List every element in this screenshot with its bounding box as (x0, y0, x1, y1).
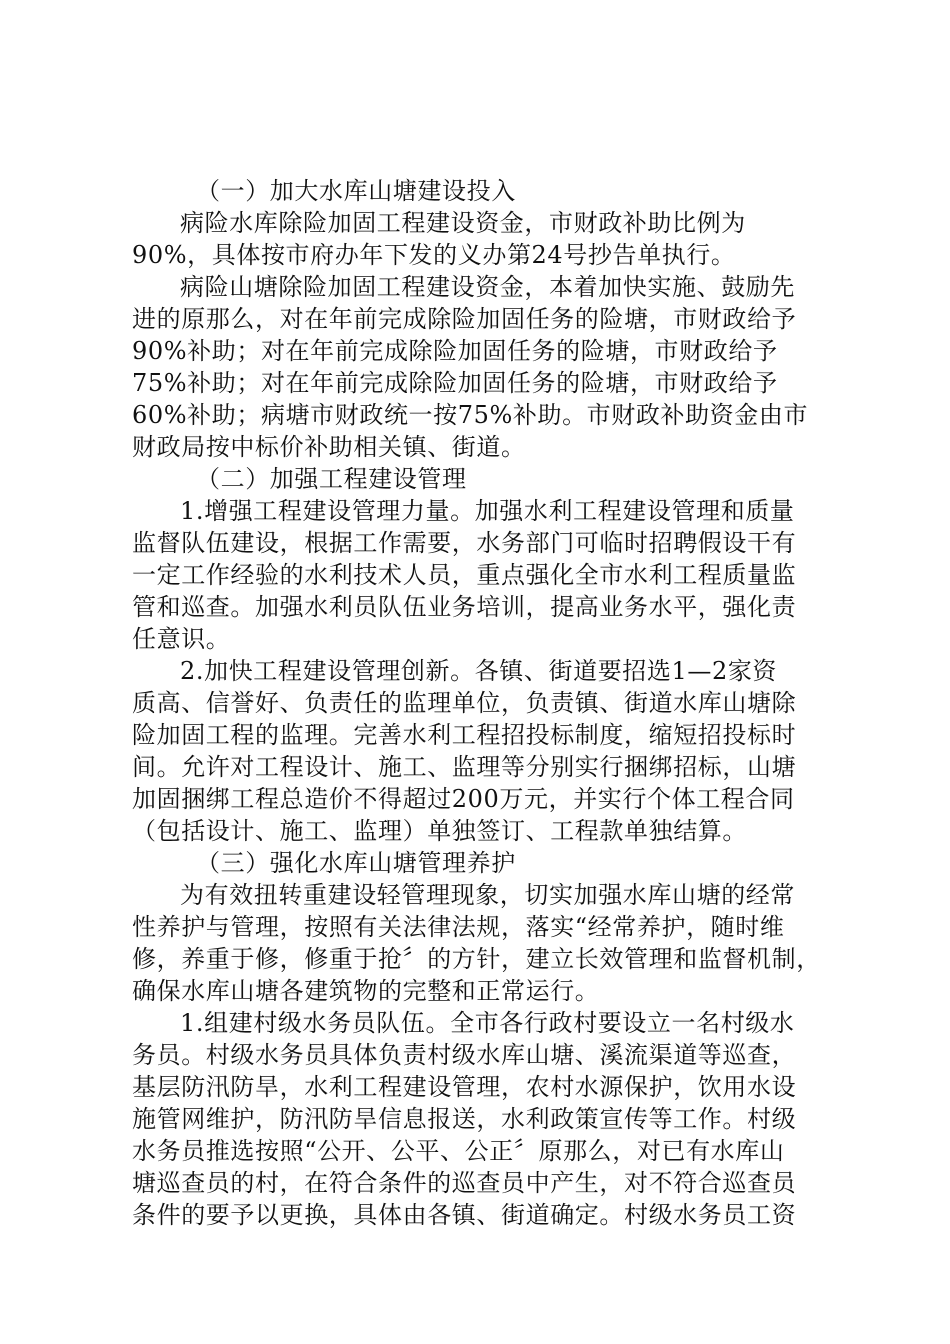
paragraph-line: 质高、信誉好、负责任的监理单位，负责镇、街道水库山塘除 (132, 689, 797, 717)
paragraph-line: 监督队伍建设，根据工作需要，水务部门可临时招聘假设干有 (132, 529, 797, 557)
paragraph-line: 90%补助；对在年前完成除险加固任务的险塘，市财政给予 (132, 337, 778, 365)
paragraph-line: 塘巡查员的村，在符合条件的巡查员中产生，对不符合巡查员 (132, 1169, 797, 1197)
paragraph-line: 1.增强工程建设管理力量。加强水利工程建设管理和质量 (180, 497, 795, 525)
paragraph-line: 60%补助；病塘市财政统一按75%补助。市财政补助资金由市 (132, 401, 809, 429)
paragraph-line: 水务员推选按照“公开、公平、公正〞原那么，对已有水库山 (132, 1137, 785, 1165)
paragraph-line: 90%，具体按市府办年下发的义办第24号抄告单执行。 (132, 241, 736, 269)
paragraph-line: 确保水库山塘各建筑物的完整和正常运行。 (132, 977, 600, 1005)
paragraph-line: 修，养重于修，修重于抢〞的方针，建立长效管理和监督机制， (132, 945, 821, 973)
paragraph-line: 条件的要予以更换，具体由各镇、街道确定。村级水务员工资 (132, 1201, 797, 1229)
paragraph-line: 一定工作经验的水利技术人员，重点强化全市水利工程质量监 (132, 561, 797, 589)
paragraph-line: 管和巡查。加强水利员队伍业务培训，提高业务水平，强化责 (132, 593, 797, 621)
paragraph-line: 任意识。 (132, 625, 231, 653)
paragraph-line: 1.组建村级水务员队伍。全市各行政村要设立一名村级水 (180, 1009, 795, 1037)
paragraph-line: 险加固工程的监理。完善水利工程招投标制度，缩短招投标时 (132, 721, 797, 749)
paragraph-line: 2.加快工程建设管理创新。各镇、街道要招选1—2家资 (180, 657, 778, 685)
paragraph-line: 性养护与管理，按照有关法律法规，落实“经常养护，随时维 (132, 913, 785, 941)
paragraph-line: 进的原那么，对在年前完成除险加固任务的险塘，市财政给予 (132, 305, 797, 333)
paragraph-line: 财政局按中标价补助相关镇、街道。 (132, 433, 526, 461)
paragraph-line: 基层防汛防旱，水利工程建设管理，农村水源保护，饮用水设 (132, 1073, 797, 1101)
paragraph-line: 加固捆绑工程总造价不得超过200万元，并实行个体工程合同 (132, 785, 795, 813)
paragraph-line: 病险山塘除险加固工程建设资金，本着加快实施、鼓励先 (180, 273, 795, 301)
heading-section-1: （一）加大水库山塘建设投入 (196, 177, 516, 205)
heading-section-3: （三）强化水库山塘管理养护 (196, 849, 516, 877)
heading-section-2: （二）加强工程建设管理 (196, 465, 467, 493)
paragraph-line: 施管网维护，防汛防旱信息报送，水利政策宣传等工作。村级 (132, 1105, 797, 1133)
paragraph-line: 间。允许对工程设计、施工、监理等分别实行捆绑招标，山塘 (132, 753, 797, 781)
paragraph-line: 病险水库除险加固工程建设资金，市财政补助比例为 (180, 209, 746, 237)
paragraph-line: 务员。村级水务员具体负责村级水库山塘、溪流渠道等巡查， (132, 1041, 797, 1069)
paragraph-line: （包括设计、施工、监理）单独签订、工程款单独结算。 (132, 817, 747, 845)
paragraph-line: 75%补助；对在年前完成除险加固任务的险塘，市财政给予 (132, 369, 778, 397)
paragraph-line: 为有效扭转重建设轻管理现象，切实加强水库山塘的经常 (180, 881, 795, 909)
